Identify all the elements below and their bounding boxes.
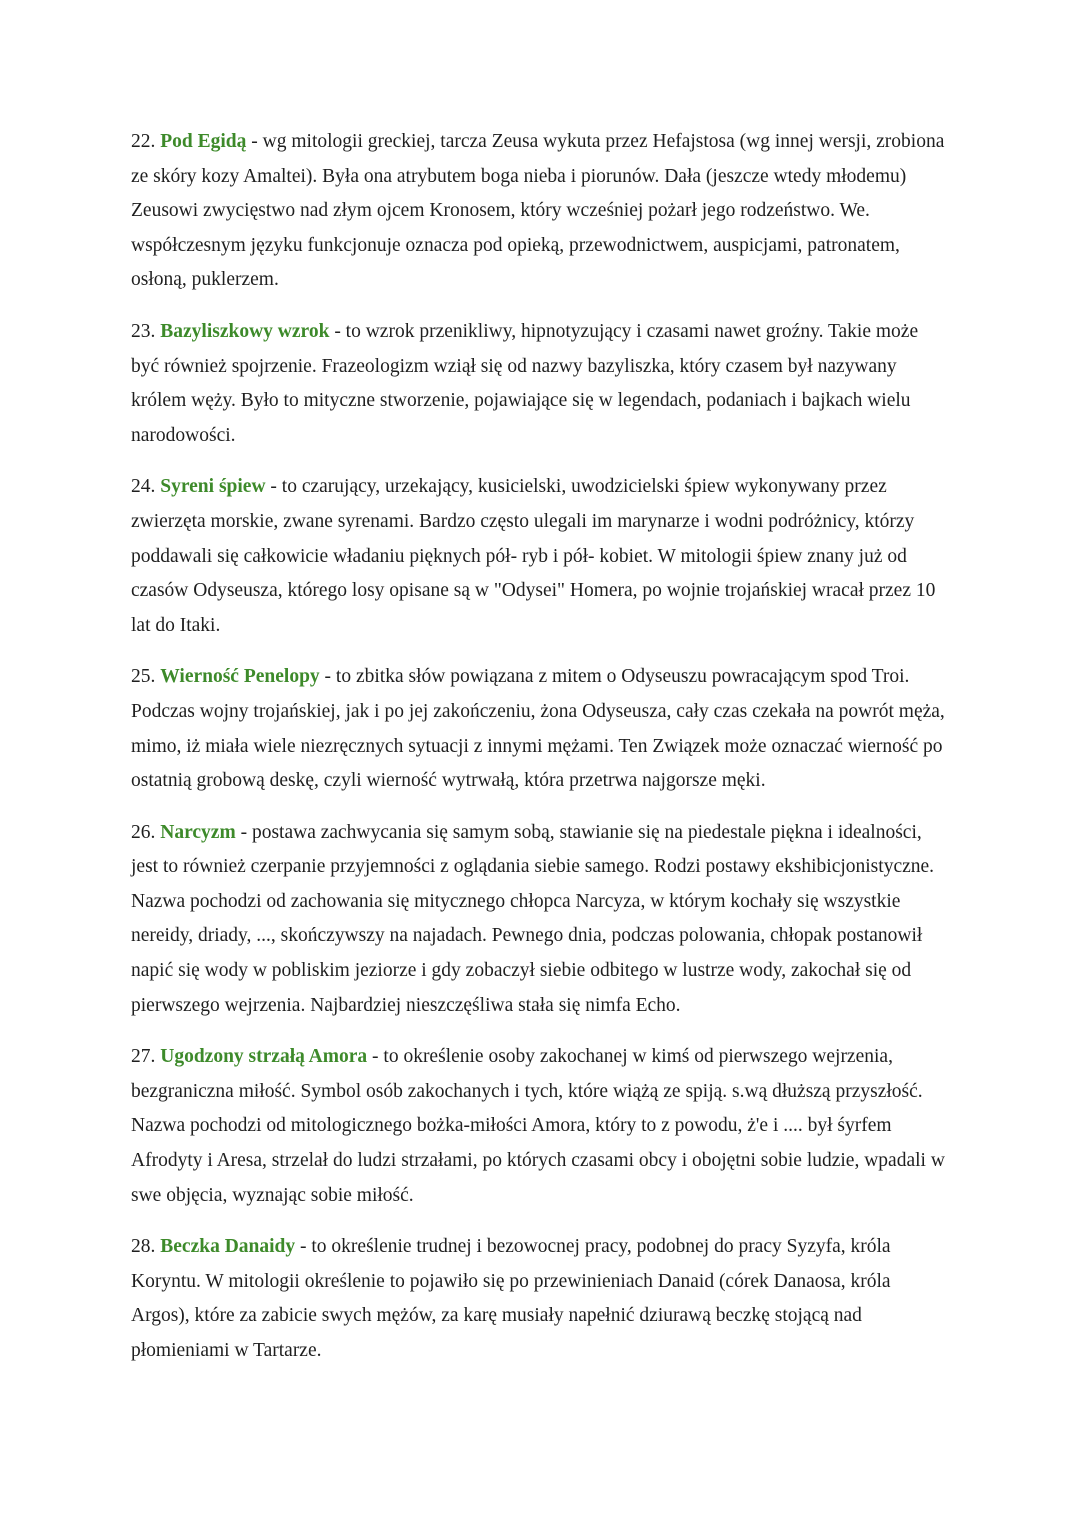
entry-25 xyxy=(131,660,951,798)
entry-number: 22. xyxy=(131,131,156,152)
entry-term: Beczka Danaidy xyxy=(160,1236,296,1258)
entry-23 xyxy=(131,315,951,453)
entry-27 xyxy=(131,1040,951,1213)
entry-term: Pod Egidą xyxy=(160,131,247,152)
entry-number: 27. xyxy=(131,1046,156,1068)
entry-term: Bazyliszkowy wzrok xyxy=(160,320,330,342)
entry-text: - postawa zachwycania się samym sobą, stawianie się na piedestale piękna i idealności, jest to również czerpanie przyjemności z oglądania siebie samego. Rodzi postawy ekshibicjonistyczne. Nazwa pochodzi od zachowania się mitycznego chłopca Narcyza, w którym kochały się wszystkie nereidy, driady, ..., skończywszy na najadach. Pewnego dnia, podczas polowania, chłopak postanowił napić się wody w pobliskim jeziorze i gdy zobaczył siebie odbitego w lustrze wody, zakochał się od pierwszego wejrzenia. Najbardziej nieszczęśliwa stała się nimfa Echo. xyxy=(131,821,935,1016)
entry-22 xyxy=(131,125,951,298)
entry-term: Ugodzony strzałą Amora xyxy=(160,1046,368,1068)
entry-28 xyxy=(131,1230,951,1368)
entry-number: 25. xyxy=(131,666,156,688)
entry-text: - to zbitka słów powiązana z mitem o Odyseuszu powracającym spod Troi. Podczas wojny trojańskiej, jak i po jej zakończeniu, żona Odyseusza, cały czas czekała na powrót męża, mimo, iż miała wiele niezręcznych sytuacji z innymi mężami. Ten Związek może oznaczać wierność po ostatnią grobową deskę, czyli wierność wytrwałą, która przetrwa najgorsze męki. xyxy=(131,666,945,792)
entry-term: Narcyzm xyxy=(160,821,236,843)
entry-number: 26. xyxy=(131,821,156,843)
entry-number: 24. xyxy=(131,476,156,498)
entry-text: - to wzrok przenikliwy, hipnotyzujący i czasami nawet groźny. Takie może być również spojrzenie. Frazeologizm wziął się od nazwy bazyliszka, który czasem był nazywany królem węży. Było to mityczne stworzenie, pojawiające się w legendach, podaniach i bajkach wielu narodowości. xyxy=(131,320,919,446)
entry-text: - to czarujący, urzekający, kusicielski, uwodzicielski śpiew wykonywany przez zwierzęta morskie, zwane syrenami. Bardzo często ulegali im marynarze i wodni podróżnicy, którzy poddawali się całkowicie władaniu pięknych pół- ryb i pół- kobiet. W mitologii śpiew znany już od czasów Odyseusza, którego losy opisane są w "Odysei" Homera, po wojnie trojańskiej wracał przez 10 lat do Itaki. xyxy=(131,476,936,636)
document-page xyxy=(131,125,951,1386)
entry-term: Syreni śpiew xyxy=(160,476,266,498)
entry-text: - wg mitologii greckiej, tarcza Zeusa wykuta przez Hefajstosa (wg innej wersji, zrobiona ze skóry kozy Amaltei). Była ona atrybutem boga nieba i piorunów. Dała (jeszcze wtedy młodemu) Zeusowi zwycięstwo nad złym ojcem Kronosem, który wcześniej pożarł jego rodzeństwo. We. współczesnym języku funkcjonuje oznacza pod opieką, przewodnictwem, auspicjami, patronatem, osłoną, puklerzem. xyxy=(131,131,945,291)
entry-number: 28. xyxy=(131,1236,156,1258)
entry-term: Wierność Penelopy xyxy=(160,666,320,688)
entry-24 xyxy=(131,470,951,643)
entry-26 xyxy=(131,816,951,1024)
entry-text: - to określenie trudnej i bezowocnej pracy, podobnej do pracy Syzyfa, króla Koryntu. W mitologii określenie to pojawiło się po przewinieniach Danaid (córek Danaosa, króla Argos), które za zabicie swych mężów, za karę musiały napełnić dziurawą beczkę stojącą nad płomieniami w Tartarze. xyxy=(131,1236,891,1361)
entry-number: 23. xyxy=(131,320,156,342)
entry-text: - to określenie osoby zakochanej w kimś od pierwszego wejrzenia, bezgraniczna miłość. Symbol osób zakochanych i tych, które wiążą ze spiją. s.wą dłuższą przyszłość. Nazwa pochodzi od mitologicznego bożka-miłości Amora, który to z powodu, ż'e i .... był śyrfem Afrodyty i Aresa, strzelał do ludzi strzałami, po których czasami obcy i obojętni sobie ludzie, wpadali w swe objęcia, wyznając sobie miłość. xyxy=(131,1046,945,1206)
